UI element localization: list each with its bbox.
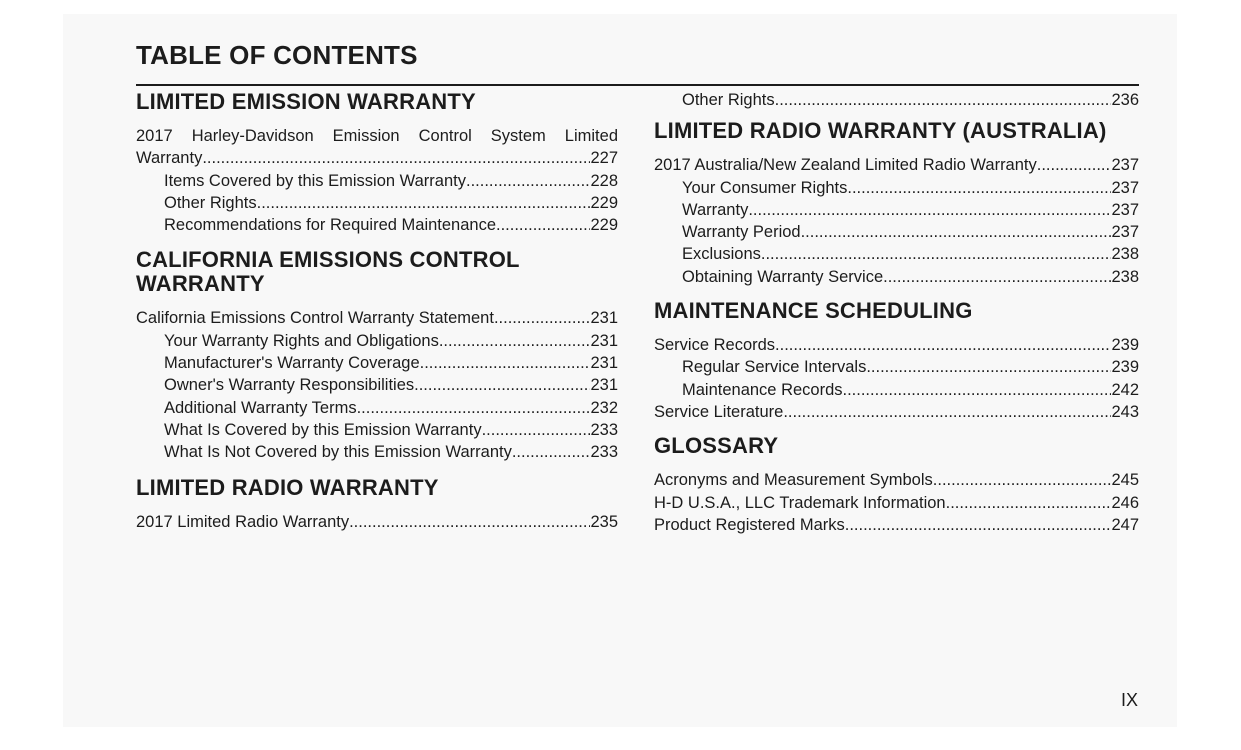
toc-entry-text: Service Literature — [654, 402, 784, 421]
toc-entry-text: Recommendations for Required Maintenance — [164, 216, 497, 235]
toc-page-number: 235 — [590, 512, 618, 531]
toc-entry-text: Items Covered by this Emission Warranty — [164, 171, 466, 190]
toc-entry-warranty[interactable] — [654, 199, 1139, 221]
toc-entry-text: Maintenance Records — [682, 380, 843, 399]
toc-entry-text: Service Records — [654, 336, 776, 355]
dot-leader — [420, 352, 591, 374]
section-heading-limited-emission-warranty: LIMITED EMISSION WARRANTY — [136, 89, 476, 114]
toc-entry-text: Other Rights — [682, 91, 775, 109]
toc-entry-service-literature[interactable] — [654, 401, 1139, 423]
toc-page-number: 246 — [1111, 493, 1139, 512]
toc-entry-text: Your Warranty Rights and Obligations — [164, 331, 439, 350]
toc-page-number: 228 — [590, 171, 618, 190]
dot-leader — [843, 379, 1112, 401]
toc-page-number: 242 — [1111, 380, 1139, 399]
toc-entry-owner-responsibilities[interactable] — [136, 374, 618, 396]
toc-page-number: 232 — [590, 398, 618, 417]
toc-entry-text-line1: 2017 Harley-Davidson Emission Control System Limited — [136, 127, 618, 145]
dot-leader — [933, 469, 1112, 491]
dot-leader — [866, 356, 1111, 378]
toc-page-number: 236 — [1111, 91, 1139, 109]
toc-page-number: 237 — [1111, 178, 1139, 197]
toc-entry-obtaining-warranty-service[interactable] — [654, 266, 1139, 288]
toc-page-number: 247 — [1111, 515, 1139, 534]
section-heading-limited-radio-warranty: LIMITED RADIO WARRANTY — [136, 474, 439, 500]
dot-leader — [466, 170, 590, 192]
section-heading-line2: WARRANTY — [136, 271, 265, 297]
toc-page-number: 233 — [590, 420, 618, 439]
toc-entry-manufacturer-coverage[interactable] — [136, 352, 618, 374]
toc-entry-consumer-rights[interactable] — [654, 177, 1139, 199]
dot-leader — [496, 214, 590, 236]
dot-leader — [883, 266, 1111, 288]
dot-leader — [202, 147, 590, 169]
dot-leader — [257, 192, 591, 214]
toc-entry-text: Owner's Warranty Responsibilities — [164, 376, 415, 395]
toc-page-number: 231 — [590, 331, 618, 350]
toc-page-number: 245 — [1111, 471, 1139, 490]
toc-entry-exclusions[interactable] — [654, 243, 1139, 265]
toc-entry-limited-radio-warranty[interactable] — [136, 511, 618, 533]
toc-entry-text: Warranty Period — [682, 223, 801, 242]
toc-entry-text: Additional Warranty Terms — [164, 398, 357, 417]
dot-leader — [946, 492, 1112, 514]
toc-entry-items-covered[interactable] — [136, 170, 618, 192]
toc-entry-text: 2017 Australia/New Zealand Limited Radio Warranty — [654, 156, 1037, 175]
toc-left-column — [136, 88, 618, 533]
toc-entry-recommendations-maintenance[interactable] — [136, 214, 618, 236]
toc-right-column — [654, 88, 1139, 536]
toc-page-number: 231 — [590, 309, 618, 328]
toc-page-number: 231 — [590, 376, 618, 395]
toc-page-number: 237 — [1111, 223, 1139, 242]
toc-page-number: 237 — [1111, 200, 1139, 219]
dot-leader — [414, 374, 590, 396]
toc-entry-acronyms[interactable] — [654, 469, 1139, 491]
toc-entry-text: Your Consumer Rights — [682, 178, 848, 197]
toc-entry-text: What Is Not Covered by this Emission Warranty — [164, 443, 512, 462]
toc-page-number: 237 — [1111, 156, 1139, 175]
toc-entry-service-records[interactable] — [654, 334, 1139, 356]
toc-page-number: 243 — [1111, 402, 1139, 421]
toc-entry-text: What Is Covered by this Emission Warranty — [164, 420, 482, 439]
toc-page-number: 238 — [1111, 245, 1139, 264]
toc-entry-trademark-information[interactable] — [654, 492, 1139, 514]
toc-entry-additional-terms[interactable] — [136, 397, 618, 419]
toc-entry-registered-marks[interactable] — [654, 514, 1139, 536]
toc-entry-text: California Emissions Control Warranty Statement — [136, 309, 494, 328]
toc-entry-text: Manufacturer's Warranty Coverage — [164, 354, 420, 373]
dot-leader — [845, 514, 1112, 536]
toc-entry-text: Exclusions — [682, 245, 761, 264]
dot-leader — [748, 199, 1111, 221]
toc-entry-text: H-D U.S.A., LLC Trademark Information — [654, 493, 946, 512]
section-heading-california-emissions — [136, 248, 618, 296]
toc-entry-text: Product Registered Marks — [654, 515, 845, 534]
toc-entry-text: 2017 Limited Radio Warranty — [136, 512, 350, 531]
dot-leader — [783, 401, 1111, 423]
toc-page-number: 229 — [590, 216, 618, 235]
toc-entry-line2 — [136, 147, 618, 169]
toc-entry-california-warranty-statement[interactable] — [136, 307, 618, 329]
toc-page-number: 239 — [1111, 336, 1139, 355]
toc-page-number: 238 — [1111, 267, 1139, 286]
toc-entry-emission-control-limited-warranty[interactable] — [136, 125, 618, 170]
page-title: TABLE OF CONTENTS — [136, 40, 418, 70]
toc-entry-text: Obtaining Warranty Service — [682, 267, 884, 286]
section-heading-maintenance-scheduling: MAINTENANCE SCHEDULING — [654, 298, 973, 324]
dot-leader — [349, 511, 590, 533]
dot-leader — [512, 441, 591, 463]
section-heading-glossary: GLOSSARY — [654, 433, 779, 459]
toc-entry-warranty-rights-obligations[interactable] — [136, 330, 618, 352]
title-rule — [136, 84, 1139, 86]
toc-entry-other-rights-radio[interactable] — [654, 89, 1139, 111]
dot-leader — [761, 243, 1112, 265]
toc-entry-text: Regular Service Intervals — [682, 358, 867, 377]
dot-leader — [775, 89, 1112, 111]
section-heading-radio-warranty-australia: LIMITED RADIO WARRANTY (AUSTRALIA) — [654, 118, 1107, 144]
dot-leader — [439, 330, 591, 352]
dot-leader — [357, 397, 591, 419]
toc-page-number: 229 — [590, 193, 618, 212]
dot-leader — [1037, 154, 1112, 176]
toc-page-number: 231 — [590, 354, 618, 373]
toc-entry-warranty-period[interactable] — [654, 221, 1139, 243]
toc-page-number: 233 — [590, 443, 618, 462]
toc-page-number: 239 — [1111, 358, 1139, 377]
toc-entry-regular-service-intervals[interactable] — [654, 356, 1139, 378]
dot-leader — [482, 419, 591, 441]
toc-entry-text: Other Rights — [164, 193, 257, 212]
section-heading-line1: CALIFORNIA EMISSIONS CONTROL — [136, 247, 520, 273]
toc-entry-what-is-not-covered[interactable] — [136, 441, 618, 463]
toc-entry-text: Warranty — [136, 149, 203, 168]
toc-entry-what-is-covered[interactable] — [136, 419, 618, 441]
page-number: IX — [1120, 690, 1138, 710]
dot-leader — [801, 221, 1112, 243]
dot-leader — [775, 334, 1111, 356]
toc-entry-other-rights[interactable] — [136, 192, 618, 214]
toc-page-number: 227 — [590, 149, 618, 168]
toc-entry-text: Acronyms and Measurement Symbols — [654, 471, 933, 490]
dot-leader — [847, 177, 1111, 199]
toc-entry-text: Warranty — [682, 200, 749, 219]
toc-entry-australia-nz-radio-warranty[interactable] — [654, 154, 1139, 176]
toc-entry-maintenance-records[interactable] — [654, 379, 1139, 401]
dot-leader — [494, 307, 591, 329]
